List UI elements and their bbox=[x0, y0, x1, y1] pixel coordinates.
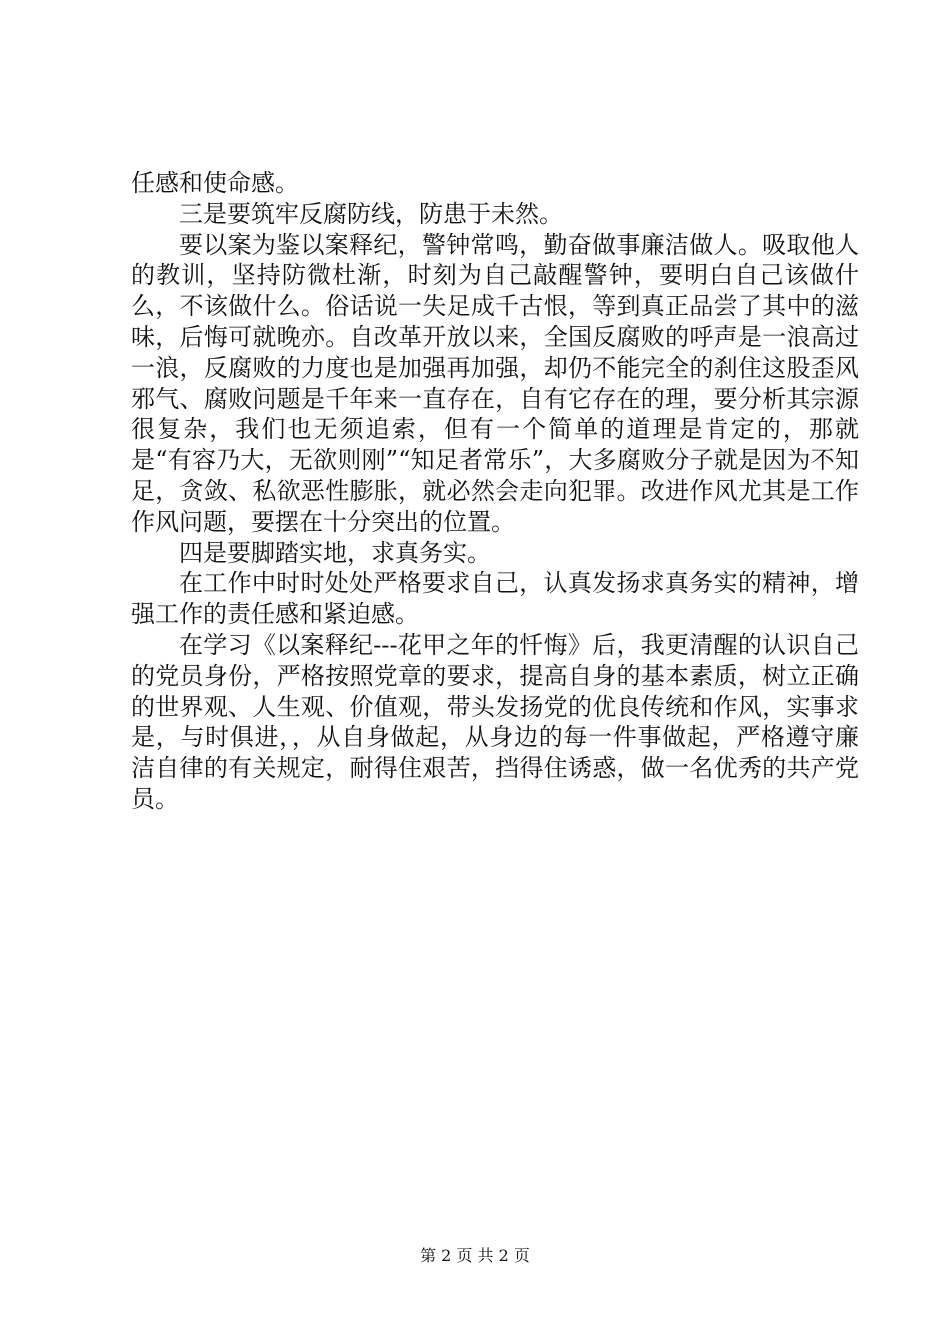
page-footer: 第 2 页 共 2 页 bbox=[420, 1246, 530, 1265]
paragraph-work-attitude: 在工作中时时处处严格要求自己，认真发扬求真务实的精神，增强工作的责任感和紧迫感。 bbox=[131, 569, 859, 629]
document-body bbox=[131, 168, 859, 815]
paragraph-heading-four: 四是要脚踏实地，求真务实。 bbox=[179, 538, 491, 567]
paragraph-conclusion: 在学习《以案释纪---花甲之年的忏悔》后，我更清醒的认识自己的党员身份，严格按照党章的要求，提高自身的基本素质，树立正确的世界观、人生观、价值观，带头发扬党的优良传统和作风，实事求是，与时俱进，，从自身做起，从身边的每一件事做起，严格遵守廉洁自律的有关规定，耐得住艰苦，挡得住诱惑，做一名优秀的共产党员。 bbox=[131, 630, 859, 813]
paragraph-anti-corruption: 要以案为鉴以案释纪，警钟常鸣，勤奋做事廉洁做人。吸取他人的教训，坚持防微杜渐，时刻为自己敲醒警钟，要明白自己该做什么，不该做什么。俗话说一失足成千古恨，等到真正品尝了其中的滋味，后悔可就晚亦。自改革开放以来，全国反腐败的呼声是一浪高过一浪，反腐败的力度也是加强再加强，却仍不能完全的刹住这股歪风邪气、腐败问题是千年来一直存在，自有它存在的理，要分析其宗源很复杂，我们也无须追索，但有一个简单的道理是肯定的，那就是“有容乃大，无欲则刚”“知足者常乐”，大多腐败分子就是因为不知足，贪敛、私欲恶性膨胀，就必然会走向犯罪。改进作风尤其是工作作风问题，要摆在十分突出的位置。 bbox=[131, 230, 859, 536]
paragraph-heading-three: 三是要筑牢反腐防线，防患于未然。 bbox=[179, 199, 563, 228]
paragraph-continuation: 任感和使命感。 bbox=[131, 169, 299, 197]
